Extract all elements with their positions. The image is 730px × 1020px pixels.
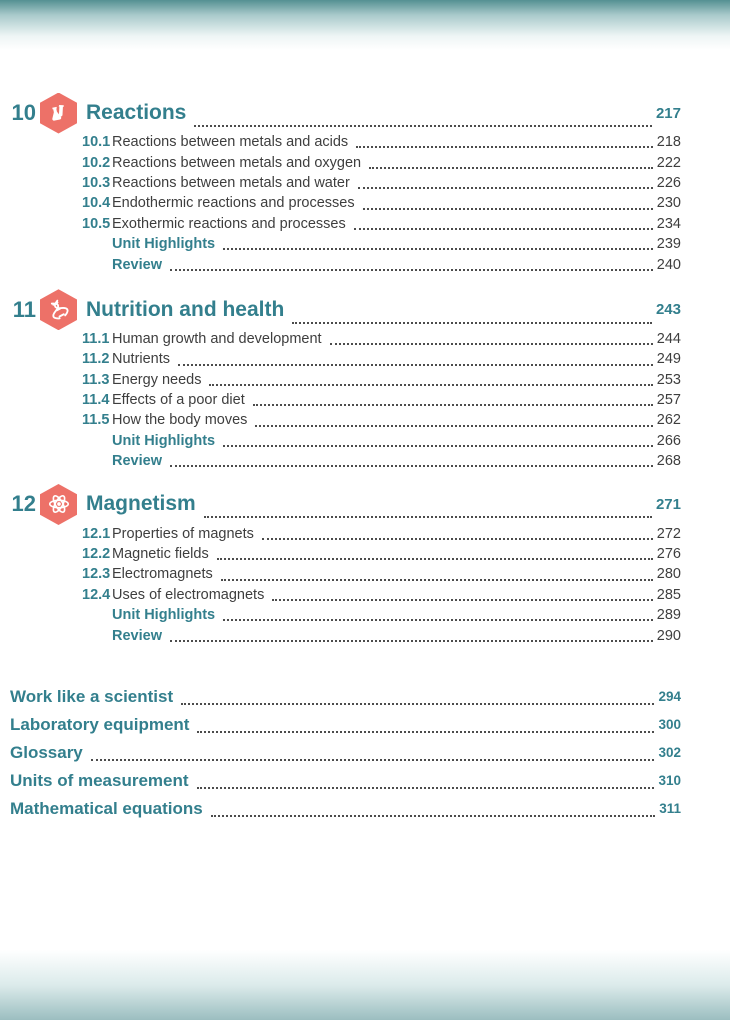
section-number: 10.5 [82, 215, 111, 232]
section-number: 10.4 [82, 195, 111, 212]
end-matter-page-number: 300 [658, 717, 681, 733]
toc-section-row [10, 585, 681, 605]
section-title: Magnetic fields [112, 546, 209, 563]
toc-section-row [10, 370, 681, 390]
extra-page-number: 268 [656, 453, 681, 470]
section-page-number: 222 [656, 154, 681, 171]
toc-extra-row [10, 451, 681, 471]
end-matter-title: Work like a scientist [10, 686, 174, 706]
chapter-number: 11 [12, 296, 36, 322]
section-title: Uses of electromagnets [112, 586, 265, 603]
end-matter-title: Mathematical equations [10, 798, 203, 818]
section-title: Effects of a poor diet [112, 392, 245, 409]
extra-page-number: 266 [656, 432, 681, 449]
extra-page-number: 289 [656, 607, 681, 624]
section-title: How the body moves [112, 412, 248, 429]
section-page-number: 257 [656, 392, 681, 409]
end-matter-list [10, 683, 681, 823]
section-page-number: 276 [656, 546, 681, 563]
section-page-number: 285 [656, 586, 681, 603]
dotted-leader [330, 342, 653, 345]
dotted-leader [170, 464, 653, 467]
dotted-leader [358, 186, 653, 189]
dotted-leader [91, 758, 655, 761]
section-page-number: 262 [656, 412, 681, 429]
section-number: 11.1 [82, 330, 110, 347]
section-number: 11.2 [82, 351, 110, 368]
end-matter-title: Glossary [10, 742, 83, 762]
section-number: 12.2 [82, 546, 111, 563]
end-matter-title: Units of measurement [10, 770, 189, 790]
dotted-leader [197, 786, 655, 789]
dotted-leader [223, 444, 653, 447]
section-page-number: 249 [656, 351, 681, 368]
section-page-number: 218 [656, 134, 681, 151]
dotted-leader [170, 639, 653, 642]
toc-section-row [10, 173, 681, 193]
toc-chapter-header [10, 94, 681, 132]
toc-extra-row [10, 254, 681, 274]
chemistry-flask-icon [40, 93, 77, 134]
section-number: 11.4 [82, 392, 110, 409]
section-number: 11.3 [82, 371, 110, 388]
end-matter-page-number: 310 [658, 773, 681, 789]
section-title: Electromagnets [112, 566, 213, 583]
chapter-title: Reactions [86, 101, 187, 124]
section-title: Nutrients [112, 351, 171, 368]
chapter-block-reactions [10, 94, 681, 275]
toc-section-row [10, 193, 681, 213]
extra-page-number: 240 [656, 256, 681, 273]
section-page-number: 230 [656, 195, 681, 212]
unit-highlights-label: Unit Highlights [112, 236, 216, 253]
unit-highlights-label: Unit Highlights [112, 432, 216, 449]
end-matter-page-number: 311 [659, 801, 681, 817]
dotted-leader [223, 618, 653, 621]
table-of-contents [10, 0, 681, 823]
review-label: Review [112, 453, 162, 470]
section-page-number: 253 [656, 371, 681, 388]
toc-section-row [10, 410, 681, 430]
review-label: Review [112, 627, 162, 644]
section-number: 10.3 [82, 174, 111, 191]
chapter-block-nutrition-and-health [10, 291, 681, 472]
dotted-leader [194, 124, 652, 127]
section-number: 12.4 [82, 586, 111, 603]
section-title: Reactions between metals and water [112, 174, 350, 191]
section-page-number: 244 [656, 330, 681, 347]
dotted-leader [221, 578, 653, 581]
dotted-leader [209, 383, 652, 386]
section-title: Human growth and development [112, 330, 322, 347]
dotted-leader [204, 515, 652, 518]
dotted-leader [223, 247, 653, 250]
review-label: Review [112, 256, 162, 273]
chapter-title: Magnetism [86, 492, 196, 516]
section-title: Reactions between metals and oxygen [112, 154, 362, 171]
chapter-number: 12 [11, 491, 36, 517]
extra-page-number: 290 [656, 627, 681, 644]
dotted-leader [262, 537, 653, 540]
dotted-leader [354, 227, 653, 230]
toc-section-row [10, 349, 681, 369]
dotted-leader [369, 166, 653, 169]
toc-extra-row [10, 431, 681, 451]
dotted-leader [272, 598, 652, 601]
section-number: 10.1 [82, 134, 111, 151]
toc-section-row [10, 132, 681, 152]
atom-icon [40, 484, 77, 525]
chapter-block-magnetism [10, 485, 681, 645]
chapter-title: Nutrition and health [86, 297, 285, 321]
chapter-page-number: 271 [655, 495, 681, 513]
end-matter-page-number: 302 [658, 745, 681, 761]
section-title: Reactions between metals and acids [112, 134, 349, 151]
section-title: Endothermic reactions and processes [112, 195, 355, 212]
section-title: Exothermic reactions and processes [112, 215, 346, 232]
section-title: Energy needs [112, 371, 202, 388]
dotted-leader [253, 403, 653, 406]
toc-end-row [10, 683, 681, 711]
section-page-number: 280 [656, 566, 681, 583]
toc-section-row [10, 523, 681, 543]
dotted-leader [178, 363, 653, 366]
toc-chapter-header [10, 291, 681, 329]
section-number: 12.1 [82, 525, 111, 542]
toc-section-row [10, 390, 681, 410]
page-bottom-gradient [0, 950, 730, 1020]
dotted-leader [170, 268, 653, 271]
section-title: Properties of magnets [112, 525, 254, 542]
section-number: 11.5 [82, 412, 110, 429]
toc-section-row [10, 214, 681, 234]
end-matter-page-number: 294 [658, 689, 681, 705]
toc-extra-row [10, 234, 681, 254]
dotted-leader [356, 145, 653, 148]
dna-icon [40, 289, 77, 330]
toc-extra-row [10, 625, 681, 645]
toc-end-row [10, 711, 681, 739]
extra-page-number: 239 [656, 236, 681, 253]
section-page-number: 272 [656, 525, 681, 542]
toc-extra-row [10, 605, 681, 625]
chapter-number: 10 [11, 100, 36, 125]
dotted-leader [363, 207, 653, 210]
dotted-leader [211, 814, 656, 817]
toc-end-row [10, 795, 681, 823]
toc-chapter-header [10, 485, 681, 523]
dotted-leader [292, 321, 652, 324]
end-matter-title: Laboratory equipment [10, 714, 190, 734]
toc-end-row [10, 767, 681, 795]
section-page-number: 234 [656, 215, 681, 232]
dotted-leader [181, 702, 654, 705]
dotted-leader [197, 730, 654, 733]
dotted-leader [255, 424, 652, 427]
toc-section-row [10, 329, 681, 349]
toc-end-row [10, 739, 681, 767]
toc-section-row [10, 564, 681, 584]
dotted-leader [217, 557, 653, 560]
chapter-page-number: 217 [655, 104, 681, 122]
toc-section-row [10, 544, 681, 564]
section-number: 12.3 [82, 566, 111, 583]
section-page-number: 226 [656, 174, 681, 191]
unit-highlights-label: Unit Highlights [112, 607, 216, 624]
toc-section-row [10, 152, 681, 172]
chapter-page-number: 243 [655, 301, 681, 319]
section-number: 10.2 [82, 154, 111, 171]
